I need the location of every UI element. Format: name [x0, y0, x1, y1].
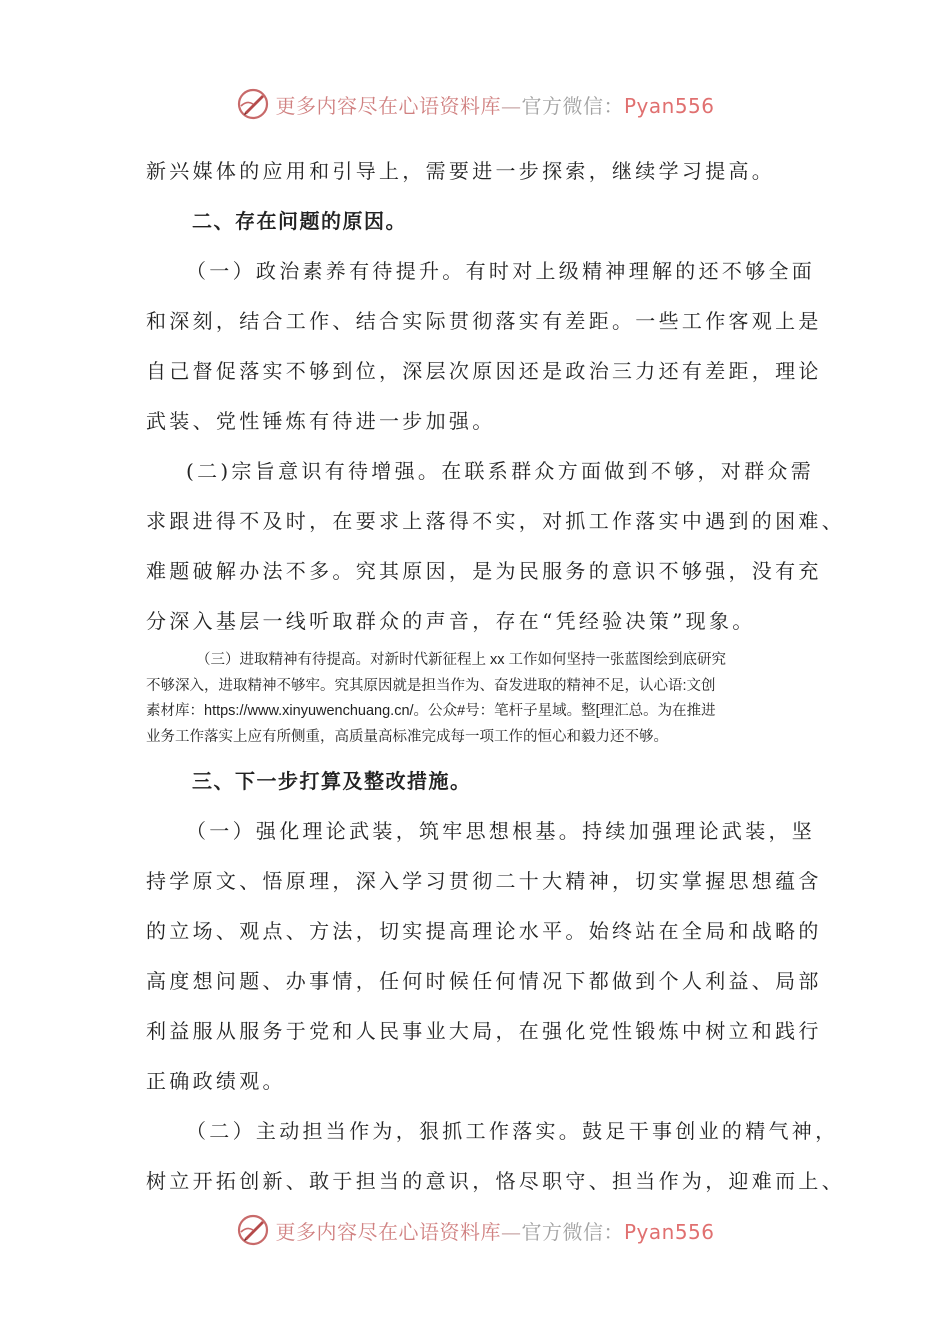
watermark-site-name: 更多内容尽在心语资料库 [275, 93, 501, 118]
watermark-site-name: 更多内容尽在心语资料库 [275, 1219, 501, 1244]
paragraph-line: 利益服从服务于党和人民事业大局，在强化党性锻炼中树立和践行 [146, 1019, 822, 1043]
paragraph-line: 和深刻，结合工作、结合实际贯彻落实有差距。一些工作客观上是 [146, 309, 822, 333]
paragraph-line: 业务工作落实上应有所侧重，高质量高标准完成每一项工作的恒心和毅力还不够。 [146, 728, 668, 745]
paragraph-line: 素材库：https://www.xinyuwenchuang.cn/。公众#号：笔杆子星域。整[理汇总。为在推进 [146, 703, 716, 719]
watermark-separator: — [500, 93, 522, 118]
watermark-wechat-label: 官方微信： [521, 1219, 624, 1244]
paragraph-line: 的立场、观点、方法，切实提高理论水平。始终站在全局和战略的 [146, 919, 822, 943]
pen-logo-icon [235, 1212, 271, 1248]
paragraph-line: 正确政绩观。 [146, 1069, 286, 1093]
header-watermark [0, 84, 950, 124]
paragraph-line: （二）主动担当作为，狠抓工作落实。鼓足干事创业的精气神， [186, 1119, 839, 1143]
paragraph-line: (二)宗旨意识有待增强。在联系群众方面做到不够，对群众需 [186, 459, 815, 483]
section-heading-next-steps: 三、下一步打算及整改措施。 [192, 769, 472, 793]
watermark-separator: — [500, 1219, 522, 1244]
footer-watermark [0, 1210, 950, 1250]
paragraph-line: （一）强化理论武装，筑牢思想根基。持续加强理论武装，坚 [186, 819, 816, 843]
paragraph-line: 武装、党性锤炼有待进一步加强。 [146, 409, 496, 433]
paragraph-line: 分深入基层一线听取群众的声音，存在“凭经验决策”现象。 [146, 609, 756, 633]
paragraph-line: 持学原文、悟原理，深入学习贯彻二十大精神，切实掌握思想蕴含 [146, 869, 822, 893]
body-line-continuation: 新兴媒体的应用和引导上，需要进一步探索，继续学习提高。 [146, 159, 776, 183]
paragraph-line: （一）政治素养有待提升。有时对上级精神理解的还不够全面 [186, 259, 816, 283]
paragraph-theory-arming [146, 806, 822, 1106]
watermark-wechat-id: Pyan556 [623, 1219, 715, 1244]
watermark-wechat-label: 官方微信： [521, 93, 624, 118]
paragraph-take-responsibility [146, 1106, 845, 1206]
paragraph-enterprising-spirit [146, 648, 810, 750]
pen-logo-icon [235, 86, 271, 122]
paragraph-line: 难题破解办法不多。究其原因，是为民服务的意识不够强，没有充 [146, 559, 822, 583]
paragraph-line: 树立开拓创新、敢于担当的意识，恪尽职守、担当作为，迎难而上、 [146, 1169, 845, 1193]
paragraph-line: 不够深入，进取精神不够牢。究其原因就是担当作为、奋发进取的精神不足，认心语:文创 [146, 677, 716, 694]
watermark-wechat-id: Pyan556 [623, 93, 715, 118]
paragraph-line: 求跟进得不及时，在要求上落得不实，对抓工作落实中遇到的困难、 [146, 509, 845, 533]
paragraph-line: 自己督促落实不够到位，深层次原因还是政治三力还有差距，理论 [146, 359, 822, 383]
paragraph-line: 高度想问题、办事情，任何时候任何情况下都做到个人利益、局部 [146, 969, 822, 993]
paragraph-political-literacy [146, 246, 822, 446]
paragraph-purpose-awareness [146, 446, 845, 646]
paragraph-line: （三）进取精神有待提高。对新时代新征程上 xx 工作如何坚持一张蓝图绘到底研究 [196, 652, 727, 668]
section-heading-causes: 二、存在问题的原因。 [192, 209, 407, 233]
document-body [146, 146, 845, 1206]
